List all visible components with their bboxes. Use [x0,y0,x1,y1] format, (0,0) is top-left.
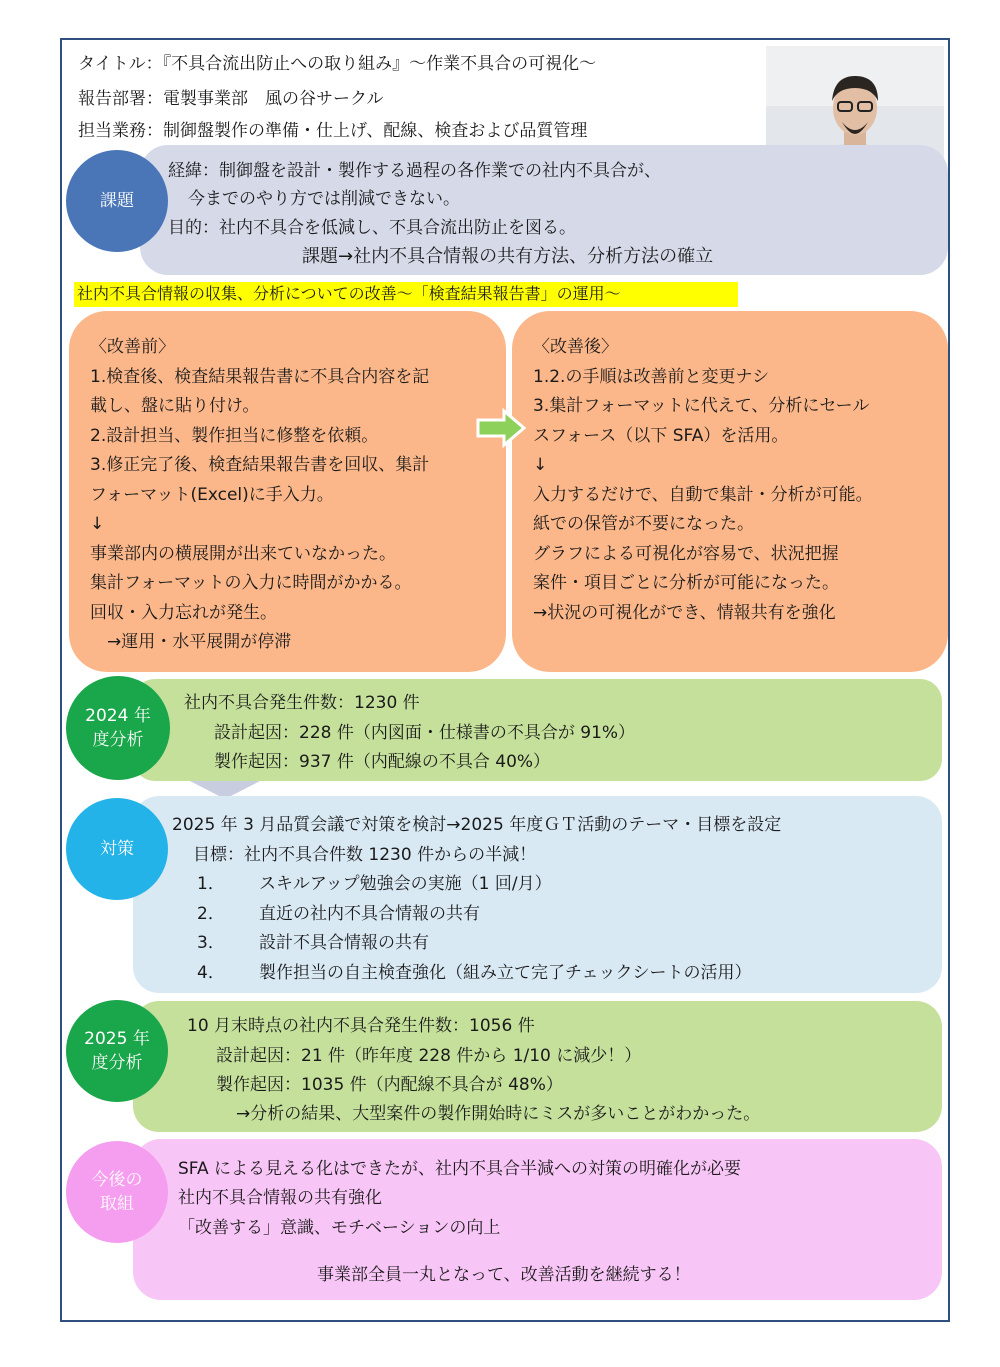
future-badge-line1: 今後の [91,1170,143,1190]
measure-item-number: 3． [197,933,225,953]
after-line: 紙での保管が不要になった。 [533,514,754,534]
analysis-2025-finding: →分析の結果、大型案件の製作開始時にミスが多いことがわかった。 [236,1104,761,1124]
measure-item-text: 直近の社内不具合情報の共有 [259,903,480,924]
future-line-motivation: 「改善する」意識、モチベーションの向上 [178,1218,501,1238]
before-line: 集計フォーマットの入力に時間がかかる。 [90,573,412,593]
report-department: 報告部署：電製事業部 風の谷サークル [78,89,384,109]
measures-badge: 対策 [66,798,168,900]
before-line: フォーマット(Excel)に手入力。 [90,484,334,505]
analysis-2025-production: 製作起因：1035 件（内配線不具合が 48%） [216,1075,563,1095]
analysis-2024-badge [66,676,170,780]
before-line: 〈改善前〉 [90,337,175,357]
future-badge-line2: 取組 [100,1194,134,1214]
after-line: スフォース（以下 SFA）を活用。 [533,425,789,446]
measure-item-text: 製作担当の自主検査強化（組み立て完了チェックシートの活用） [259,962,752,983]
improvement-heading: 社内不具合情報の収集、分析についての改善～「検査結果報告書」の運用～ [77,284,621,303]
analysis-2024-badge-line1: 2024 年 [85,706,151,726]
issue-background-cont: 今までのやり方では削減できない。 [188,189,460,209]
after-line: 1.2.の手順は改善前と変更ナシ [533,366,770,387]
before-line: 回収・入力忘れが発生。 [90,602,277,623]
after-line: ↓ [533,455,548,475]
after-line: →状況の可視化ができ、情報共有を強化 [533,602,836,623]
after-line: グラフによる可視化が容易で、状況把握 [533,543,839,564]
measures-plan: 2025 年 3 月品質会議で対策を検討→2025 年度ＧＴ活動のテーマ・目標を設定 [172,815,782,835]
measure-item-number: 1． [197,874,225,894]
analysis-2024-total: 社内不具合発生件数：1230 件 [184,693,420,713]
before-line: →運用・水平展開が停滞 [90,632,292,652]
measure-item-text: 設計不具合情報の共有 [259,933,429,953]
measure-item-number: 2． [197,903,225,924]
future-line-sharing: 社内不具合情報の共有強化 [178,1188,382,1208]
after-line: 入力するだけで、自動で集計・分析が可能。 [533,484,873,505]
analysis-2025-badge-line2: 度分析 [91,1053,143,1073]
right-arrow-icon [476,408,528,448]
before-line: 載し、盤に貼り付け。 [90,396,260,416]
before-line: 事業部内の横展開が出来ていなかった。 [90,543,396,564]
before-line: 3.修正完了後、検査結果報告書を回収、集計 [90,455,430,475]
analysis-2025-design: 設計起因：21 件（昨年度 228 件から 1/10 に減少！） [216,1046,642,1066]
issue-task: 課題→社内不具合情報の共有方法、分析方法の確立 [302,246,714,267]
report-title: タイトル：『不具合流出防止への取り組み』～作業不具合の可視化～ [78,54,597,74]
future-badge [66,1141,168,1243]
future-line-sfa: SFA による見える化はできたが、社内不具合半減への対策の明確化が必要 [178,1159,742,1179]
issue-purpose: 目的：社内不具合を低減し、不具合流出防止を図る。 [168,218,576,238]
measures-goal: 目標：社内不具合件数 1230 件からの半減！ [193,845,537,865]
before-line: 1.検査後、検査結果報告書に不具合内容を記 [90,366,430,387]
analysis-2024-production: 製作起因：937 件（内配線の不具合 40%） [214,752,551,772]
analysis-2025-total: 10 月末時点の社内不具合発生件数：1056 件 [187,1016,535,1036]
after-line: 3.集計フォーマットに代えて、分析にセール [533,396,870,416]
future-conclusion: 事業部全員一丸となって、改善活動を継続する！ [317,1265,691,1285]
after-line: 案件・項目ごとに分析が可能になった。 [533,573,839,593]
measure-item-text: スキルアップ勉強会の実施（1 回/月） [259,874,552,894]
after-line: 〈改善後〉 [533,337,618,357]
analysis-2025-badge-line1: 2025 年 [84,1029,150,1049]
analysis-2024-design: 設計起因：228 件（内図面・仕様書の不具合が 91%） [214,723,636,743]
analysis-2024-badge-line2: 度分析 [92,730,144,750]
analysis-2025-badge [66,1000,168,1102]
issue-background: 経緯：制御盤を設計・製作する過程の各作業での社内不具合が、 [168,161,661,181]
measure-item-number: 4． [197,962,225,983]
report-duty: 担当業務：制御盤製作の準備・仕上げ、配線、検査および品質管理 [78,121,588,141]
before-line: 2.設計担当、製作担当に修整を依頼。 [90,425,379,446]
issue-badge: 課題 [66,150,168,252]
before-line: ↓ [90,514,105,534]
